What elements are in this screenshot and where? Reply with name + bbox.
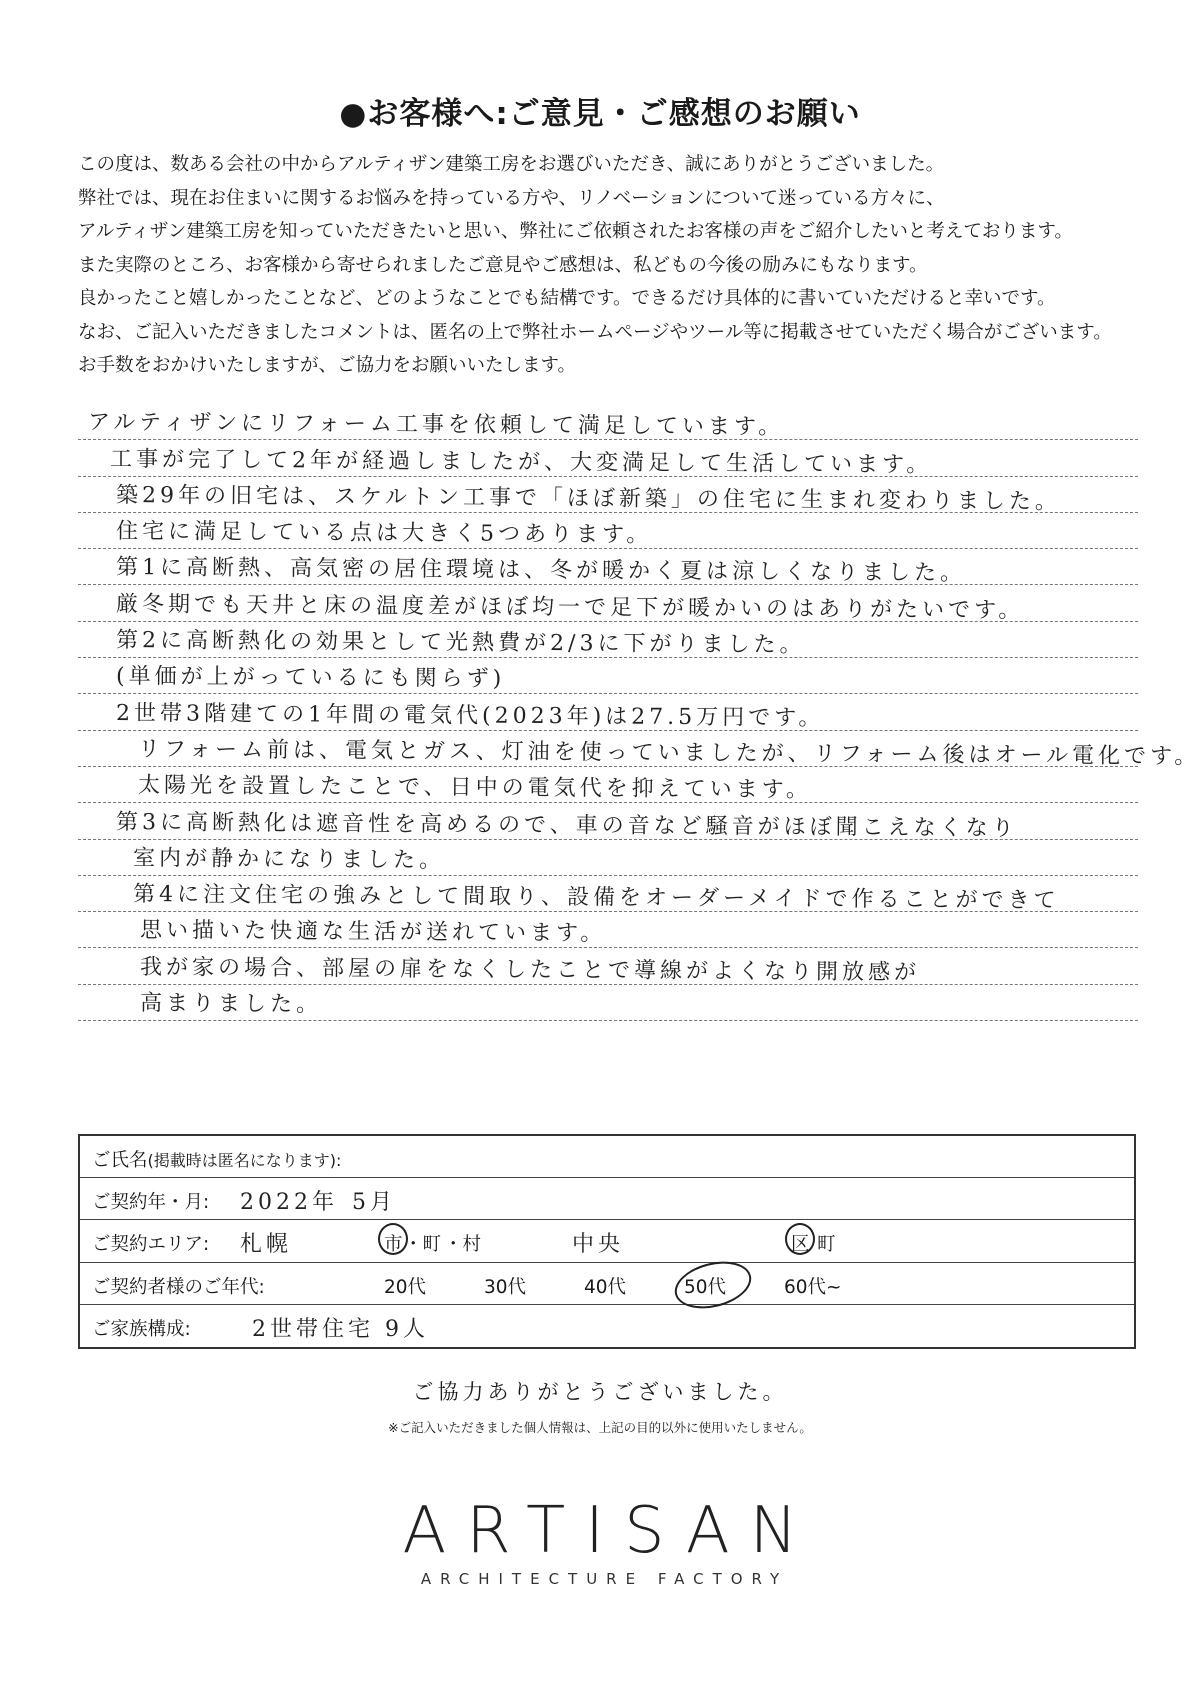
area-city-value: 札幌 — [240, 1232, 293, 1258]
comment-text: 工事が完了して2年が経過しましたが、大変満足して生活しています。 — [110, 446, 933, 478]
comment-line — [78, 840, 1138, 876]
intro-line: この度は、数ある会社の中からアルティザン建築工房をお選びいただき、誠にありがとうございました。 — [78, 154, 945, 175]
comment-line — [78, 912, 1138, 948]
age-option-40: 40代 — [584, 1276, 627, 1298]
comment-text: アルティザンにリフォーム工事を依頼して満足しています。 — [88, 410, 785, 441]
area-mura-option: ・村 — [444, 1234, 482, 1256]
comment-line — [78, 622, 1138, 658]
area-cho2-option: 町 — [817, 1234, 836, 1256]
comment-text: 厳冬期でも天井と床の温度差がほぼ均一で足下が暖かいのはありがたいです。 — [116, 591, 1025, 624]
contract-date-row — [80, 1178, 1134, 1220]
area-cho-option: ・町 — [404, 1234, 442, 1256]
customer-info-form — [78, 1134, 1136, 1349]
intro-line: 良かったこと嬉しかったことなど、どのようなことでも結構です。できるだけ具体的に書いていただけると幸いです。 — [78, 288, 1056, 309]
comment-line — [78, 694, 1138, 730]
comment-text: 第3に高断熱化は遮音性を高めるので、車の音など騒音がほぼ聞こえなくなり — [116, 809, 1018, 841]
comment-text: リフォーム前は、電気とガス、灯油を使っていましたが、リフォーム後はオール電化です。 — [138, 736, 1200, 770]
logo-wordmark: ARTISAN — [402, 1494, 818, 1568]
comment-text: (単価が上がっているにも関らず) — [116, 664, 506, 693]
comment-text: 思い描いた快適な生活が送れています。 — [140, 918, 607, 947]
contract-date-label: ご契約年・月: — [92, 1192, 210, 1214]
name-note: (掲載時は匿名になります): — [147, 1151, 342, 1170]
contract-area-label: ご契約エリア: — [92, 1234, 210, 1256]
age-option-60: 60代~ — [784, 1276, 842, 1298]
age-option-30: 30代 — [484, 1276, 527, 1298]
family-value: 2世帯住宅 9人 — [252, 1316, 429, 1342]
privacy-note: ※ご記入いただきました個人情報は、上記の目的以外に使用いたしません。 — [388, 1420, 812, 1435]
age-option-50: 50代 — [684, 1276, 727, 1298]
comment-text: 住宅に満足している点は大きく5つあります。 — [116, 519, 653, 548]
comment-line — [78, 876, 1138, 912]
comment-text: 第4に注文住宅の強みとして間取り、設備をオーダーメイドで作ることができて — [133, 882, 1060, 914]
company-logo — [0, 1496, 1200, 1588]
area-ward-value: 中央 — [572, 1232, 625, 1258]
family-row — [80, 1305, 1134, 1347]
comment-line — [78, 477, 1138, 513]
name-row — [80, 1136, 1134, 1178]
comment-line — [78, 585, 1138, 624]
page-title: ●お客様へ:ご意見・ご感想のお願い — [339, 96, 861, 132]
comment-line — [78, 731, 1200, 770]
comment-text: 築29年の旧宅は、スケルトン工事で「ほぼ新築」の住宅に生まれ変わりました。 — [116, 482, 1062, 515]
comment-line — [78, 767, 1138, 803]
intro-text — [78, 148, 1138, 383]
comment-line — [78, 985, 1138, 1021]
area-shi-option: 市 — [384, 1234, 403, 1256]
contract-area-row — [80, 1220, 1134, 1262]
comment-line — [78, 404, 1138, 440]
comment-text: 我が家の場合、部屋の扉をなくしたことで導線がよくなり開放感が — [140, 954, 921, 986]
handwritten-comment — [78, 404, 1200, 1021]
age-label: ご契約者様のご年代: — [92, 1276, 265, 1298]
intro-line: お手数をおかけいたしますが、ご協力をお願いいたします。 — [78, 355, 577, 376]
thanks-message: ご協力ありがとうございました。 — [412, 1380, 788, 1404]
intro-line: なお、ご記入いただきましたコメントは、匿名の上で弊社ホームページやツール等に掲載させていただく場合がございます。 — [78, 321, 1112, 343]
comment-line — [78, 658, 1138, 694]
name-label — [92, 1146, 341, 1172]
age-row — [80, 1263, 1134, 1305]
intro-line: また実際のところ、お客様から寄せられましたご意見やご感想は、私どもの今後の励みにもなります。 — [78, 254, 928, 276]
comment-line — [78, 803, 1138, 839]
age-option-20: 20代 — [384, 1276, 427, 1298]
comment-line — [78, 440, 1138, 476]
comment-text: 第1に高断熱、高気密の居住環境は、冬が暖かく夏は涼しくなりました。 — [116, 555, 967, 587]
comment-text: 第2に高断熱化の効果として光熱費が2/3に下がりました。 — [116, 628, 806, 658]
contract-year-value: 2022年 — [240, 1190, 338, 1216]
comment-text: 高まりました。 — [140, 991, 323, 1018]
comment-text: 室内が静かになりました。 — [133, 845, 446, 874]
comment-text: 太陽光を設置したことで、日中の電気代を抑えています。 — [138, 773, 812, 803]
contract-month-value: 5月 — [352, 1190, 396, 1216]
intro-line: 弊社では、現在お住まいに関するお悩みを持っている方や、リノベーションについて迷っている方々に、 — [78, 187, 945, 209]
family-label: ご家族構成: — [92, 1318, 191, 1340]
comment-line — [78, 948, 1138, 984]
comment-text: 2世帯3階建ての1年間の電気代(2023年)は27.5万円です。 — [116, 700, 825, 731]
name-label-text: ご氏名 — [92, 1150, 148, 1171]
comment-line — [78, 549, 1138, 585]
area-ku-option: 区 — [791, 1234, 810, 1256]
intro-line: アルティザン建築工房を知っていただきたいと思い、弊社にご依頼されたお客様の声をご紹介したいと考えております。 — [78, 221, 1073, 242]
logo-subtitle: ARCHITECTURE FACTORY — [420, 1570, 789, 1588]
comment-line — [78, 513, 1138, 549]
